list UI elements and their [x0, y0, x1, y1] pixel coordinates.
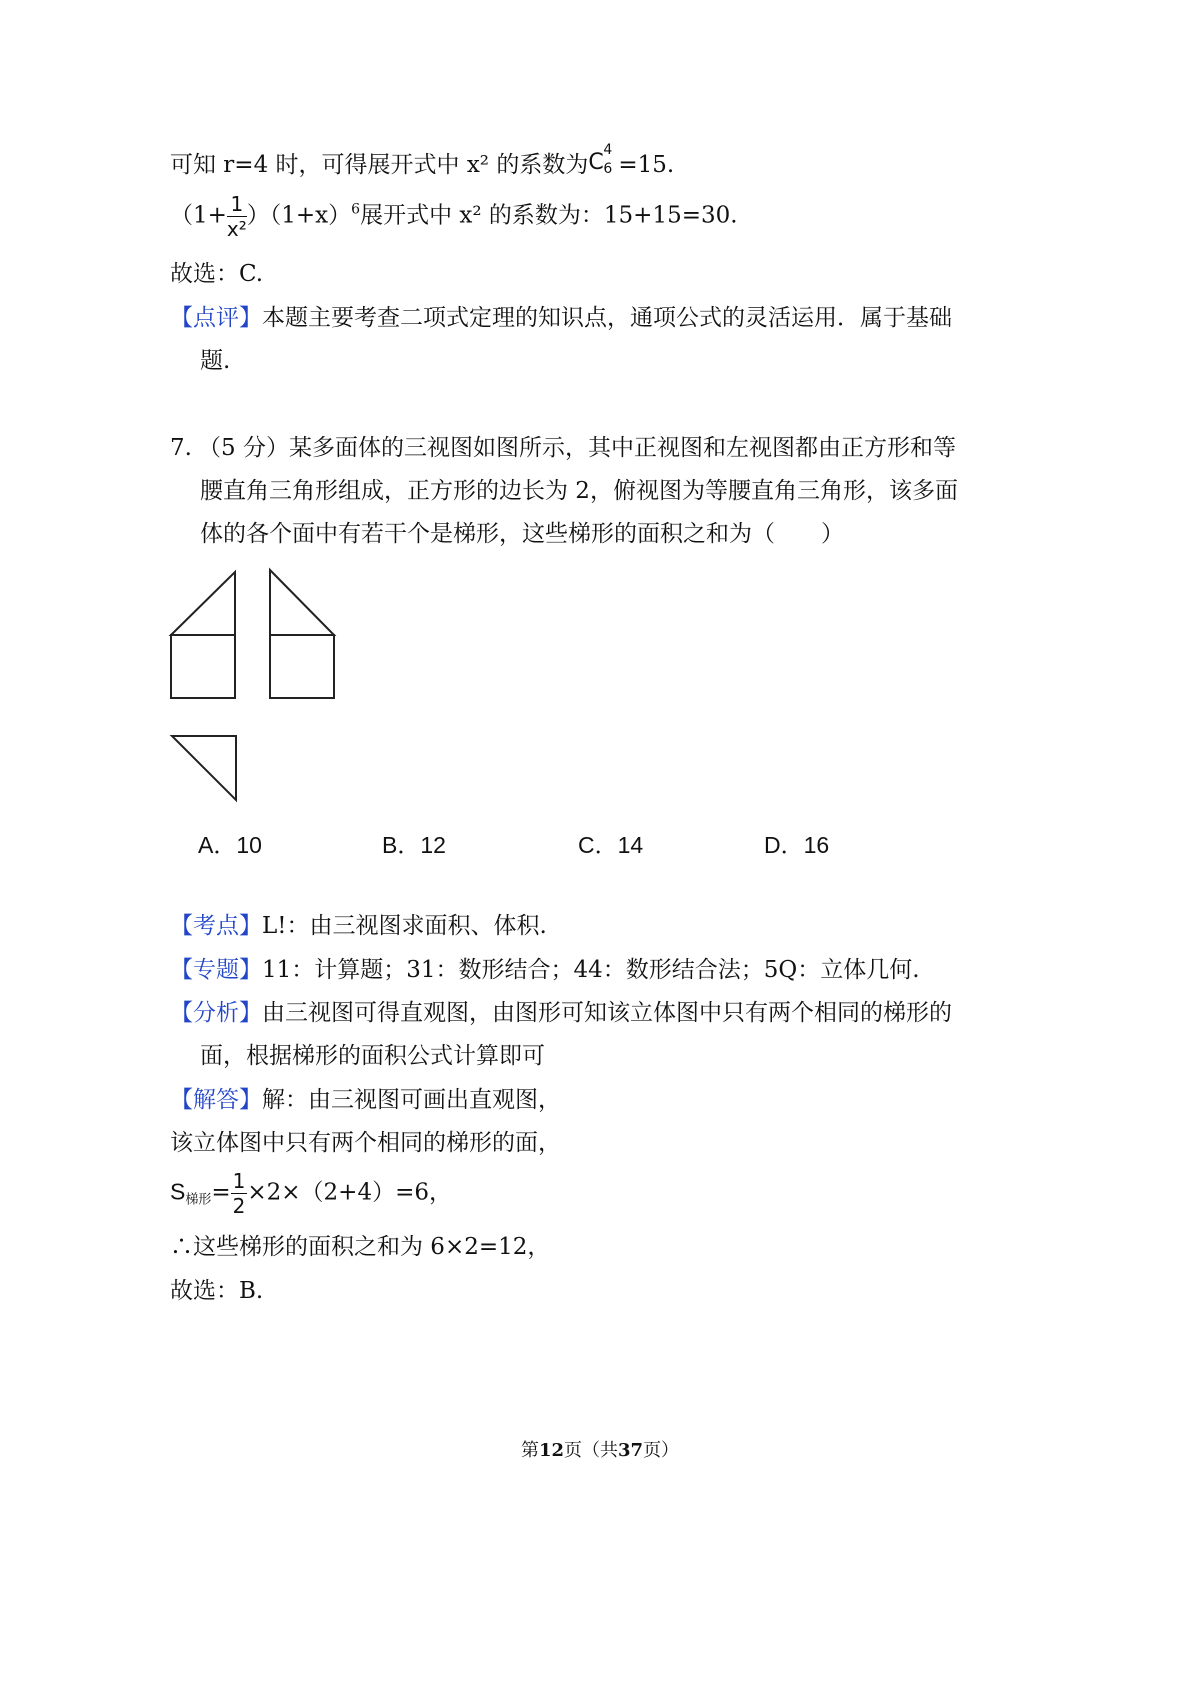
fenxi-text: 由三视图可得直观图，由图形可知该立体图中只有两个相同的梯形的 — [262, 1000, 952, 1026]
fraction-numerator: 1 — [227, 193, 247, 217]
text: （1+ — [170, 202, 227, 229]
option-b[interactable]: B．12 — [382, 832, 446, 858]
kaodian-text: L!：由三视图求面积、体积. — [262, 913, 547, 939]
comb-symbol: C — [588, 150, 604, 175]
fraction-numerator: 1 — [232, 1169, 246, 1193]
front-view-square — [171, 635, 235, 698]
comb-sub: 6 — [603, 161, 613, 177]
total-pages: 37 — [618, 1440, 644, 1461]
text: ）（1+x） — [246, 202, 352, 229]
jieda-text: 解：由三视图可画出直观图， — [262, 1087, 561, 1113]
side-view-square — [270, 635, 334, 698]
zhuanti-text: 11：计算题；31：数形结合；44：数形结合法；5Q：立体几何. — [262, 957, 920, 983]
solution-line-3: 故选：C. — [170, 261, 264, 287]
fraction — [231, 1170, 248, 1217]
text: 可知 r=4 时，可得展开式中 x² 的系数为 — [170, 152, 589, 178]
solution-step-3: ∴这些梯形的面积之和为 6×2=12， — [170, 1234, 551, 1260]
zhuanti-line — [170, 959, 920, 982]
jieda-line — [170, 1089, 561, 1112]
text: ×2×（2+4）=6， — [247, 1179, 452, 1206]
text: = — [211, 1179, 231, 1206]
option-a[interactable]: A．10 — [198, 832, 262, 858]
top-view-triangle — [172, 736, 236, 800]
zhuanti-tag: 【专题】 — [170, 957, 262, 983]
fenxi-line-2: 面，根据梯形的面积公式计算即可 — [200, 1043, 545, 1069]
footer-text: 页（共 — [564, 1440, 618, 1461]
option-d[interactable]: D．16 — [764, 832, 830, 858]
text: 展开式中 x² 的系数为：15+15=30. — [360, 202, 738, 229]
comb-sup: 4 — [603, 142, 613, 158]
text: =15. — [618, 152, 675, 178]
solution-step-2 — [170, 1170, 452, 1217]
front-view-triangle — [171, 572, 235, 635]
question-line-3: 体的各个面中有若干个是梯形，这些梯形的面积之和为（ ） — [200, 521, 844, 547]
jieda-tag: 【解答】 — [170, 1087, 262, 1113]
footer-text: 页） — [643, 1440, 680, 1461]
review-tag: 【点评】 — [170, 305, 262, 331]
review-text: 本题主要考查二项式定理的知识点，通项公式的灵活运用．属于基础 — [262, 305, 952, 331]
fraction-denominator: x² — [226, 217, 247, 241]
solution-step-1: 该立体图中只有两个相同的梯形的面， — [170, 1130, 561, 1156]
solution-step-4: 故选：B. — [170, 1278, 264, 1304]
question-line-2: 腰直角三角形组成，正方形的边长为 2，俯视图为等腰直角三角形，该多面 — [200, 478, 958, 504]
side-view-triangle — [270, 570, 334, 635]
page-number: 12 — [538, 1440, 564, 1461]
option-c[interactable]: C．14 — [578, 832, 644, 858]
s-subscript: 梯形 — [185, 1192, 212, 1208]
review-line-2: 题. — [200, 348, 231, 374]
kaodian-tag: 【考点】 — [170, 913, 262, 939]
kaodian-line — [170, 915, 547, 938]
footer-text: 第 — [520, 1440, 539, 1461]
side-view — [270, 570, 334, 698]
page-footer — [0, 1436, 1200, 1462]
fenxi-line — [170, 1002, 952, 1025]
question-number: 7. — [170, 435, 192, 461]
question-line-1: （5 分）某多面体的三视图如图所示，其中正视图和左视图都由正方形和等 — [198, 435, 956, 461]
s-symbol: S — [170, 1178, 186, 1205]
fenxi-tag: 【分析】 — [170, 1000, 262, 1026]
front-view — [171, 572, 235, 698]
exponent: 6 — [351, 201, 361, 218]
fraction-denominator: 2 — [232, 1194, 246, 1218]
